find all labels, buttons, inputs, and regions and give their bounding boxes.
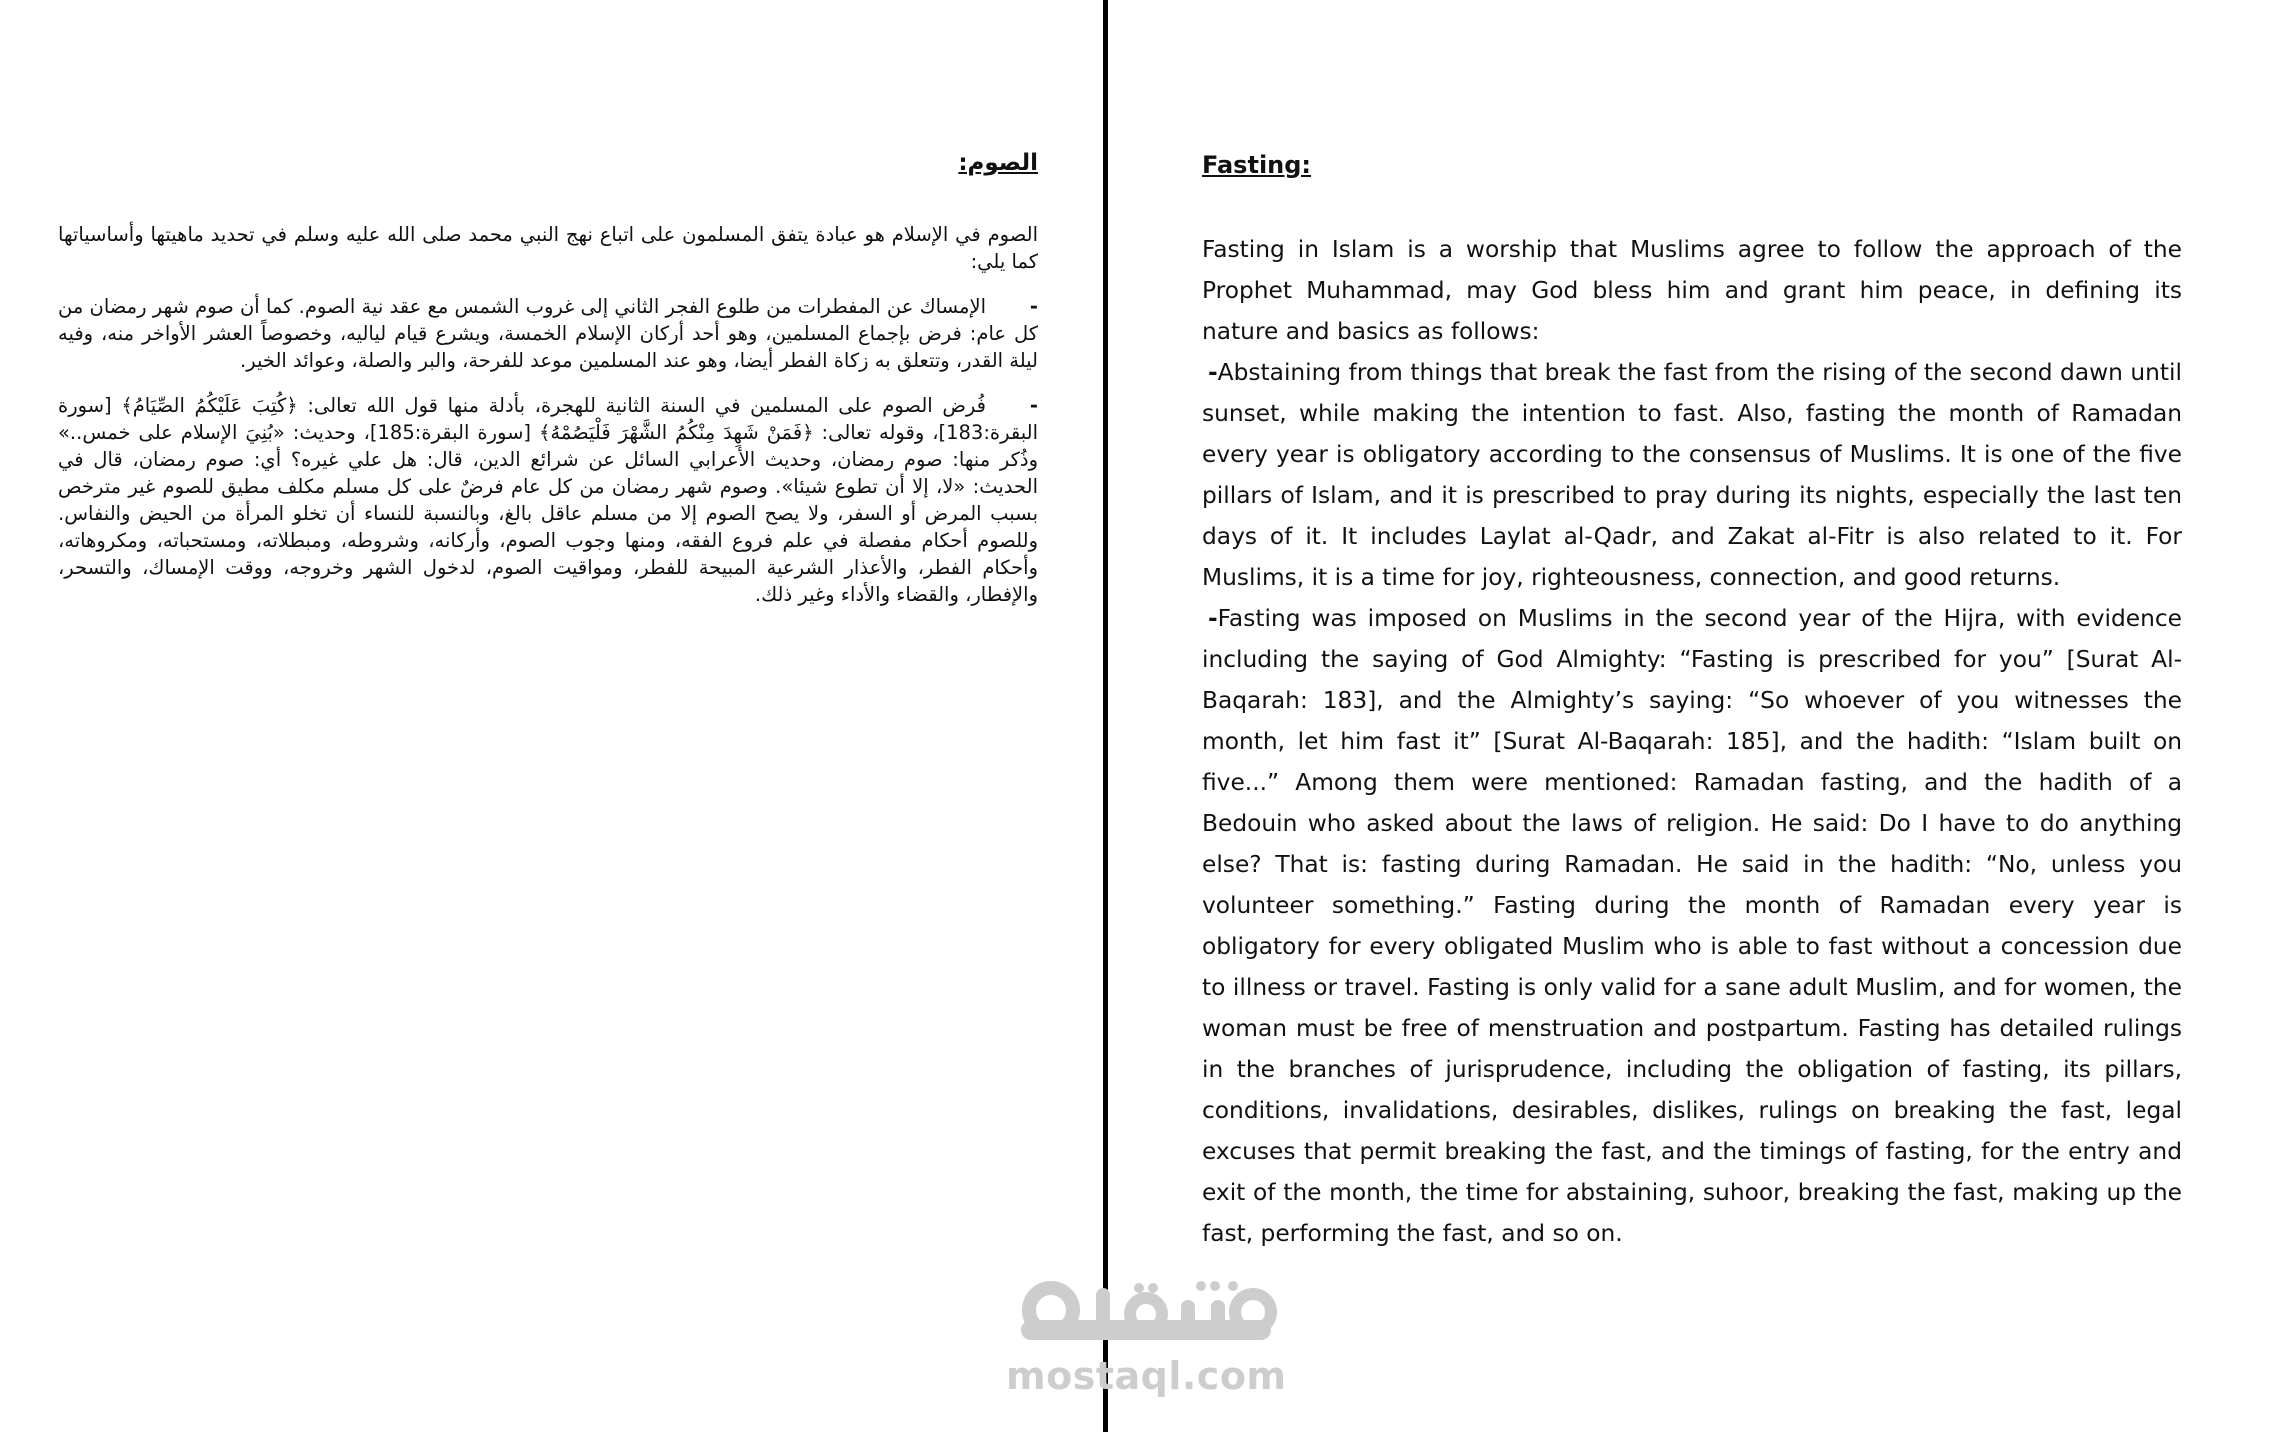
english-heading: Fasting: [1202,151,1312,179]
arabic-bullet-2 [58,392,1038,608]
english-intro-paragraph: Fasting in Islam is a worship that Muslims agree to follow the approach of the Prophet Muhammad, may God bless him and grant him peace, in defining its nature and basics as follows: [1202,236,2182,345]
english-bullet-1 [1202,352,2182,598]
column-divider [1103,0,1108,1432]
arabic-bullet-1-text: الإمساك عن المفطرات من طلوع الفجر الثاني إلى غروب الشمس مع عقد نية الصوم. كما أن صوم شهر رمضان من كل عام: فرض بإجماع المسلمين، وهو أحد أركان الإسلام الخمسة، ويشرع قيام لياليه، وخصوصاً العشر الأواخر منه، وفيه ليلة القدر، وتتعلق به زكاة الفطر أيضا، وهو عند المسلمين موعد للفرحة، والبر والصلة، وعوائد الخير. [58,295,1038,372]
arabic-heading: الصوم: [958,150,1038,176]
arabic-bullet-1 [58,293,1038,374]
bullet-dash: - [1208,359,1218,386]
bullet-dash: - [1208,605,1218,632]
arabic-bullet-2-text: فُرض الصوم على المسلمين في السنة الثانية للهجرة، بأدلة منها قول الله تعالى: ﴿كُتِبَ عَلَيْكُمُ الصِّيَامُ﴾ [سورة البقرة:183]، وقوله تعالى: ﴿فَمَنْ شَهِدَ مِنْكُمُ الشَّهْرَ فَلْيَصُمْهُ﴾ [سورة البقرة:185]، وحديث: «بُنِيَ الإسلام على خمس..» وذُكر منها: صوم رمضان، وحديث الأعرابي السائل عن شرائع الدين، قال: هل علي غيره؟ أي: صوم رمضان، قال في الحديث: «لا، إلا أن تطوع شيئا». وصوم شهر رمضان من كل عام فرضٌ على كل مسلم مكلف مطيق للصوم غير مترخص بسبب المرض أو السفر، ولا يصح الصوم إلا من مسلم عاقل بالغ، وبالنسبة للنساء أن تخلو المرأة من الحيض والنفاس. وللصوم أحكام مفصلة في علم فروع الفقه، ومنها وجوب الصوم، وأركانه، وشروطه، ومبطلاته، ومستحباته، ومكروهاته، وأحكام الفطر، والأعذار الشرعية المبيحة للفطر، ومواقيت الصوم، لدخول الشهر وخروجه، ووقت الإمساك، والتسحر، والإفطار، والقضاء والأداء وغير ذلك. [58,394,1038,606]
mostaql-logo-icon [1011,1280,1281,1360]
watermark-domain: mostaql.com [1006,1354,1287,1398]
watermark [1006,1280,1286,1398]
arabic-intro-paragraph: الصوم في الإسلام هو عبادة يتفق المسلمون على اتباع نهج النبي محمد صلى الله عليه وسلم في تحديد ماهيتها وأساسياتها كما يلي: [58,223,1038,273]
bullet-dash: - [1029,295,1038,318]
english-bullet-2-text: Fasting was imposed on Muslims in the second year of the Hijra, with evidence including the saying of God Almighty: “Fasting is prescribed for you” [Surat Al-Baqarah: 183], and the Almighty’s saying: “So whoever of you witnesses the month, let him fast it” [Surat Al-Baqarah: 185], and the hadith: “Islam built on five...” Among them were mentioned: Ramadan fasting, and the hadith of a Bedouin who asked about the laws of religion. He said: Do I have to do anything else? That is: fasting during Ramadan. He said in the hadith: “No, unless you volunteer something.” Fasting during the month of Ramadan every year is obligatory for every obligated Muslim who is able to fast without a concession due to illness or travel. Fasting is only valid for a sane adult Muslim, and for women, the woman must be free of menstruation and postpartum. Fasting has detailed rulings in the branches of jurisprudence, including the obligation of fasting, its pillars, conditions, invalidations, desirables, dislikes, rulings on breaking the fast, legal excuses that permit breaking the fast, and the timings of fasting, for the entry and exit of the month, the time for abstaining, suhoor, breaking the fast, making up the fast, performing the fast, and so on. [1202,605,2182,1247]
english-column [1202,145,2182,1254]
english-bullet-1-text: Abstaining from things that break the fast from the rising of the second dawn until sunset, while making the intention to fast. Also, fasting the month of Ramadan every year is obligatory according to the consensus of Muslims. It is one of the five pillars of Islam, and it is prescribed to pray during its nights, especially the last ten days of it. It includes Laylat al-Qadr, and Zakat al-Fitr is also related to it. For Muslims, it is a time for joy, righteousness, connection, and good returns. [1202,359,2182,591]
arabic-column [58,150,1038,626]
english-bullet-2 [1202,598,2182,1254]
bullet-dash: - [1029,394,1038,417]
